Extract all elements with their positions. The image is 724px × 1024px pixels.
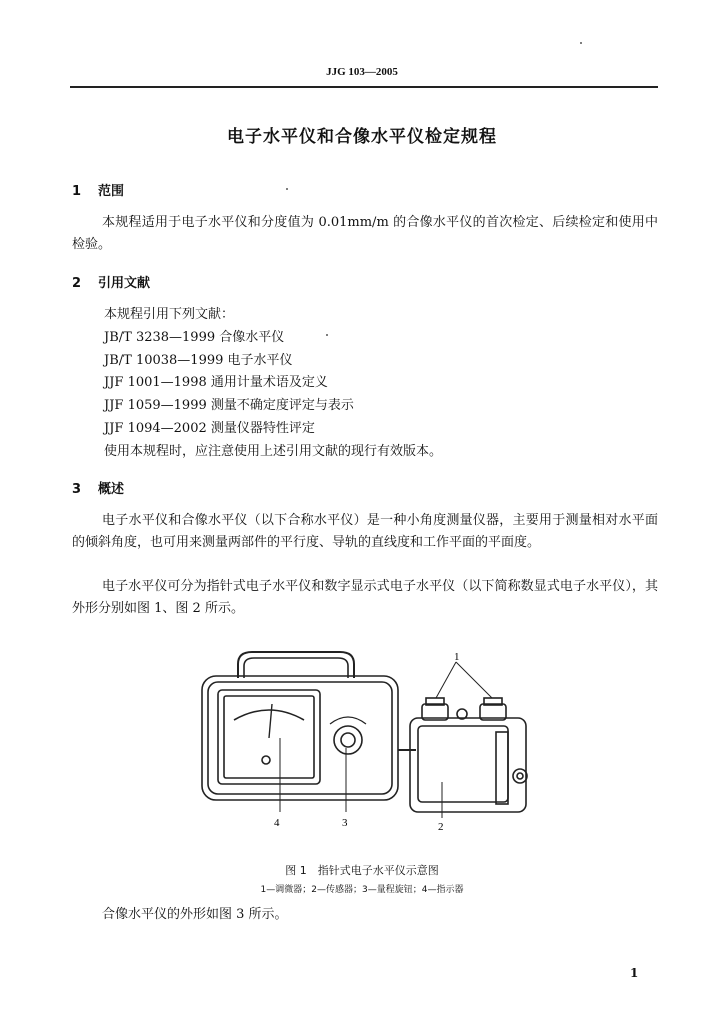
range-knob-shape	[334, 726, 362, 754]
figure-1-diagram	[190, 648, 550, 858]
scan-speck	[580, 42, 582, 44]
section-heading-1	[72, 180, 124, 199]
figure-legend: 1—调微器；2—传感器；3—量程旋钮；4—指示器	[260, 885, 464, 895]
main-body-shape	[202, 676, 398, 800]
header-rule	[70, 86, 658, 88]
section-heading-3	[72, 478, 124, 497]
list-item: JJF 1059—1999 测量不确定度评定与表示	[104, 398, 354, 414]
list-item: 本规程引用下列文献：	[104, 307, 235, 322]
section-number: 1	[72, 184, 82, 199]
section-3-paragraph: 电子水平仪可分为指针式电子水平仪和数字显示式电子水平仪（以下简称数显式电子水平仪），其外形分别如图 1、图 2 所示。	[72, 579, 658, 616]
figure-label: 1	[454, 651, 460, 663]
list-item: 使用本规程时，应注意使用上述引用文献的现行有效版本。	[104, 443, 443, 459]
list-item: JB/T 10038—1999 电子水平仪	[104, 352, 293, 368]
section-1-paragraph: 本规程适用于电子水平仪和分度值为 0.01mm/m 的合像水平仪的首次检定、后续检定和使用中检验。	[72, 215, 658, 252]
scan-speck	[286, 188, 288, 190]
scan-speck	[326, 334, 328, 336]
page-number: 1	[630, 966, 639, 980]
section-title: 范围	[98, 184, 125, 199]
closing-paragraph: 合像水平仪的外形如图 3 所示。	[102, 907, 288, 922]
list-item: JJF 1094—2002 测量仪器特性评定	[104, 420, 315, 436]
section-3-paragraph: 电子水平仪和合像水平仪（以下合称水平仪）是一种小角度测量仪器，主要用于测量相对水平面的倾斜角度，也可用来测量两部件的平行度、导轨的直线度和工作平面的平面度。	[72, 513, 658, 550]
handle-shape	[238, 652, 354, 678]
section-heading-2	[72, 272, 150, 291]
section-title: 概述	[98, 482, 125, 497]
list-item: JJF 1001—1998 通用计量术语及定义	[104, 375, 328, 391]
reference-list	[104, 304, 442, 464]
section-title: 引用文献	[98, 276, 151, 291]
standard-code: JJG 103—2005	[326, 66, 398, 78]
figure-caption: 图 1 指针式电子水平仪示意图	[285, 864, 439, 877]
list-item: JB/T 3238—1999 合像水平仪	[104, 329, 285, 345]
section-number: 2	[72, 276, 82, 291]
figure-label: 3	[342, 817, 348, 829]
figure-label: 4	[274, 817, 280, 829]
figure-label: 2	[438, 821, 444, 833]
section-number: 3	[72, 482, 82, 497]
document-title: 电子水平仪和合像水平仪检定规程	[227, 127, 497, 147]
